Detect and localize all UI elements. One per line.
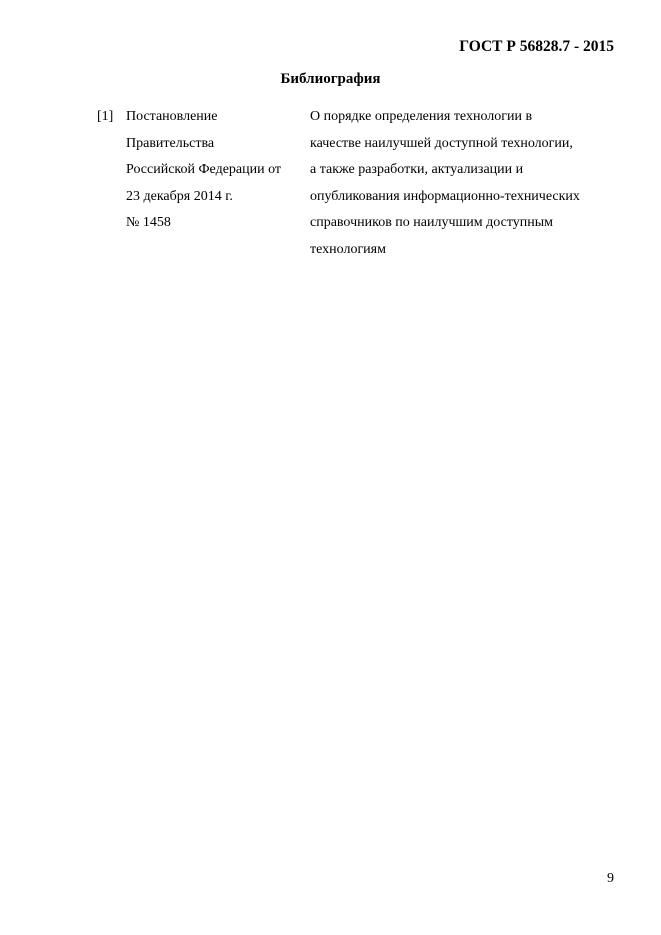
source-line: Правительства: [126, 135, 215, 151]
title-line: качестве наилучшей доступной технологии,: [310, 135, 573, 151]
title-line: О порядке определения технологии в: [310, 109, 533, 124]
source-line: Постановление: [126, 109, 218, 124]
title-line: опубликования информационно-технических: [310, 188, 580, 204]
title-line: справочников по наилучшим доступным: [310, 215, 554, 230]
source-line: 23 декабря 2014 г.: [126, 188, 233, 204]
source-line: № 1458: [126, 215, 171, 230]
title-line: технологиям: [310, 241, 386, 257]
source-line: Российской Федерации от: [126, 162, 282, 177]
bibliography-entry-title: [310, 104, 620, 263]
bibliography-heading: Библиография: [280, 71, 381, 87]
title-line: а также разработки, актуализации и: [310, 162, 524, 177]
page-number: 9: [607, 871, 614, 886]
bibliography-entry-number: [1]: [97, 109, 114, 124]
bibliography-entry-source: [126, 104, 308, 237]
standard-code-header: ГОСТ Р 56828.7 - 2015: [459, 38, 614, 55]
